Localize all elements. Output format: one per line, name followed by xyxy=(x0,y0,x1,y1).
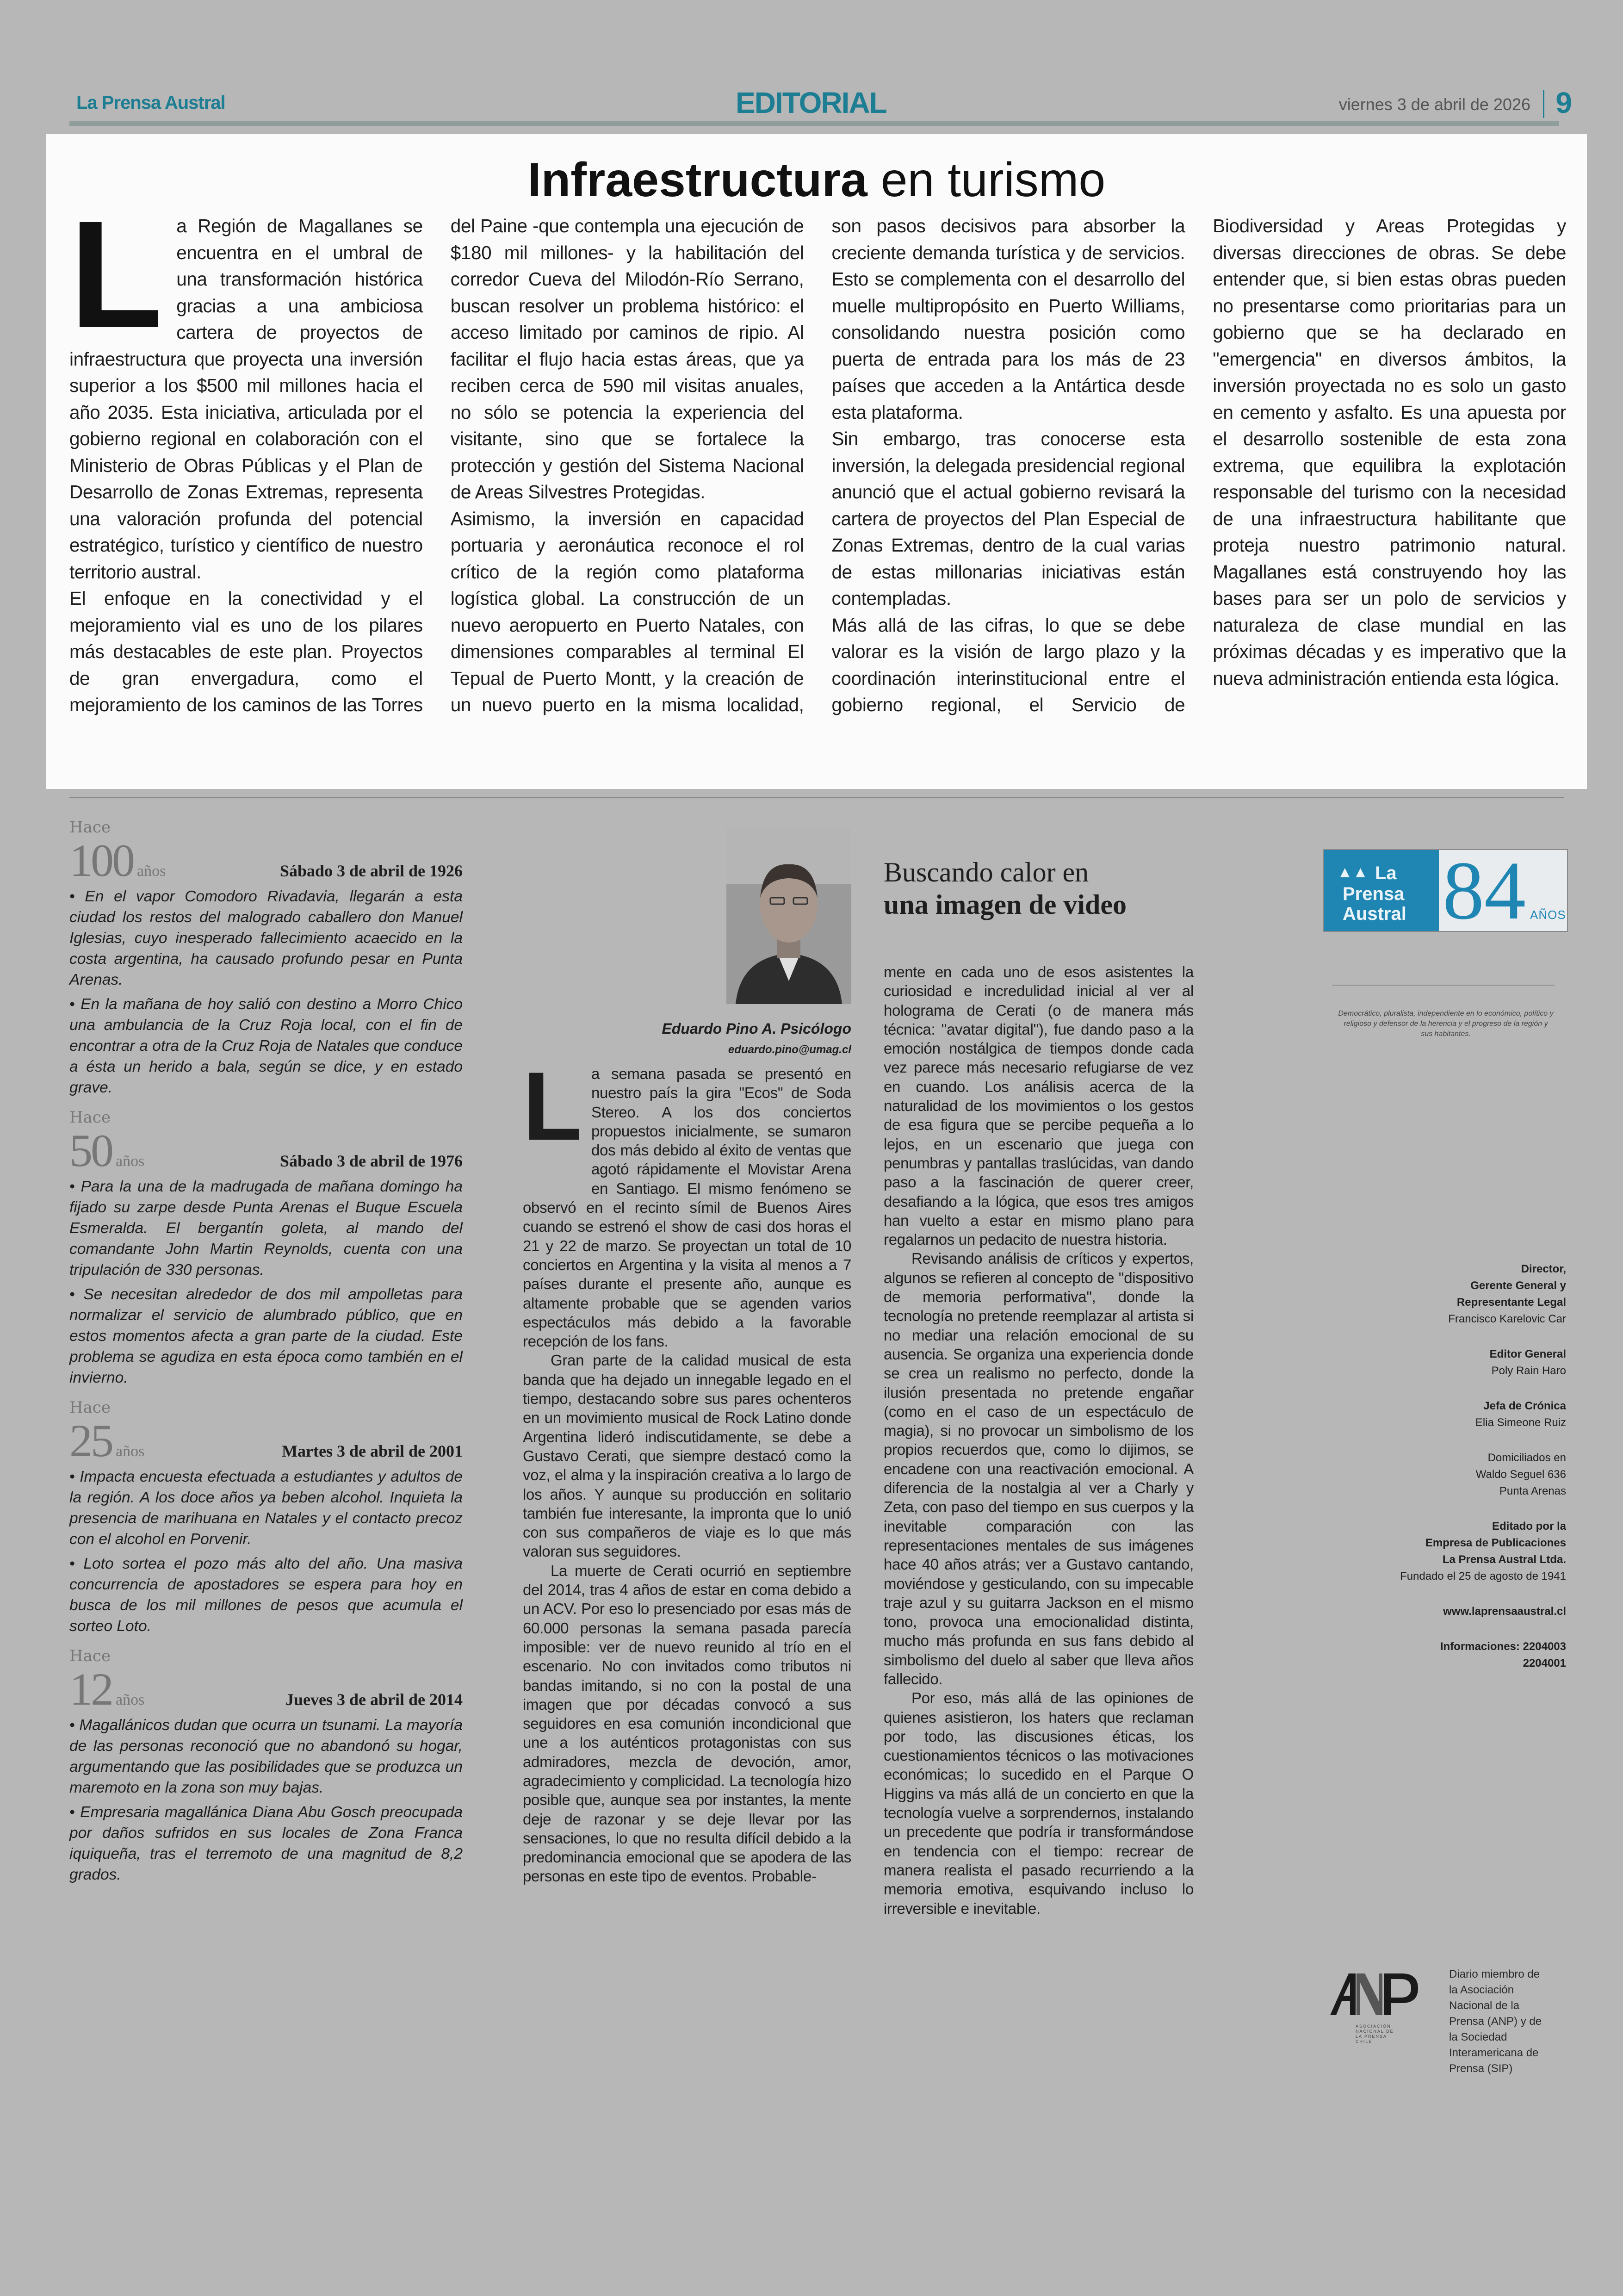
staff-box xyxy=(1323,1261,1566,1672)
staff-role: Representante Legal xyxy=(1456,1296,1566,1309)
publisher xyxy=(1323,1518,1566,1585)
hace-block xyxy=(69,819,463,1098)
issue-date: viernes 3 de abril de 2026 xyxy=(1338,95,1530,114)
page-number: 9 xyxy=(1555,86,1572,119)
hace-anos-label: años xyxy=(116,1153,145,1170)
logo-line3: Austral xyxy=(1343,904,1406,924)
column-paragraph: La muerte de Cerati ocurrió en septiembre del 2014, tras 4 años de estar en coma debido a un ACV. Por eso lo presenciado por esas más de 60.000 personas la semana pasada parecía imposible: ver de nuevo reunido al trío en el escenario. No con invitados como tributos ni bandas imitando, si no con la postal de una imagen que por décadas convocó a sus seguidores en esa comunión incondicional que une a los auténticos protagonistas con sus admiradores, mezcla de devoción, amor, agradecimiento y complicidad. La tecnología hizo posible que, aunque sea por instantes, la mente deje de razonar y se deje llevar por las sensaciones, lo que no resulta difícil debido a la predominancia emocional que se apodera de las personas en este tipo de eventos. Probable- xyxy=(523,1562,851,1885)
anniversary-logo xyxy=(1323,844,1568,937)
staff-role: Director, xyxy=(1521,1263,1566,1275)
brand-logo-block xyxy=(1324,850,1439,931)
hace-anos-section xyxy=(69,819,463,1896)
hace-date: Jueves 3 de abril de 2014 xyxy=(285,1690,463,1709)
hace-years xyxy=(69,835,166,894)
hace-block xyxy=(69,1399,463,1637)
logo-line2: Prensa xyxy=(1343,884,1405,904)
section-title: EDITORIAL xyxy=(736,86,886,119)
phone-info: Informaciones: 2204003 xyxy=(1440,1640,1566,1653)
header-separator xyxy=(1543,90,1544,118)
drop-cap: L xyxy=(69,213,163,360)
address-line: Punta Arenas xyxy=(1499,1485,1566,1497)
hace-item: • En el vapor Comodoro Rivadavia, llegarán a esta ciudad los restos del malogrado caballero don Manuel Iglesias, cuyo inesperado fallecimiento acaecido en la costa argentina, ha causado profundo pesar en Punta Arenas. xyxy=(69,888,463,988)
staff-editor xyxy=(1323,1346,1566,1379)
hace-label: Hace xyxy=(69,818,111,837)
column-title-line1: Buscando calor en xyxy=(884,857,1089,887)
author-email[interactable]: eduardo.pino@umag.cl xyxy=(728,1043,851,1056)
hace-item: • Para la una de la madrugada de mañana domingo ha fijado su zarpe desde Punta Arenas el Buque Escuela Esmeralda. El bergantín goleta, al mando del comandante John Martin Reynolds, cuenta con una tripulación de 330 personas. xyxy=(69,1178,463,1278)
column-paragraph: Gran parte de la calidad musical de esta banda que ha dejado un innegable legado en el tiempo, destacando sobre sus pares ochenteros en un movimiento musical de Rock Latino donde Argentina lideró indiscutidamente, se debe a Gustavo Cerati, que siempre destacó como la voz, el alma y la inspiración creativa a lo largo de los años. Y aunque su producción en solitario también fue interesante, la impronta que lo unió con sus compañeros de viaje es lo que más valoran sus seguidores. xyxy=(523,1352,851,1560)
hace-date: Sábado 3 de abril de 1976 xyxy=(279,1152,463,1170)
staff-role: Editor General xyxy=(1489,1348,1566,1360)
hace-header xyxy=(69,1109,463,1176)
paragraph-text: a semana pasada se presentó en nuestro país la gira "Ecos" de Soda Stereo. A los dos conciertos propuestos inicialmente, se sumaron dos más debido al éxito de ventas que agotó rápidamente el Movistar Arena en Santiago. El mismo fenómeno se observó en el recinto símil de Buenos Aires cuando se estrenó el show de casi dos horas el 21 y 22 de marzo. Se proyectan un total de 10 conciertos en Argentina y la visita al menos a 7 países durante el presente año, aunque es altamente probable que se agenden varios espectáculos más debido a la favorable recepción de los fans. xyxy=(523,1065,851,1350)
hace-anos-label: años xyxy=(116,1691,145,1708)
hace-label: Hace xyxy=(69,1647,111,1665)
staff-cronica xyxy=(1323,1398,1566,1431)
publisher-line: Empresa de Publicaciones xyxy=(1425,1537,1566,1549)
anniversary-label: AÑOS xyxy=(1530,908,1566,922)
anniversary-number: 84 xyxy=(1443,844,1526,937)
anp-membership-text: Diario miembro de la Asociación Nacional de la Prensa (ANP) y de la Sociedad Interamericana de Prensa (SIP) xyxy=(1449,1968,1542,2075)
hace-anos-label: años xyxy=(116,1443,145,1460)
address-line: Domiciliados en xyxy=(1487,1452,1566,1464)
tagline: Democrático, pluralista, independiente en lo económico, político y religioso y defensor de la herencia y el progreso de la región y sus habitantes. xyxy=(1338,1010,1554,1038)
staff-name: Elia Simeone Ruiz xyxy=(1475,1416,1566,1429)
hace-date: Martes 3 de abril de 2001 xyxy=(282,1442,463,1460)
hace-label: Hace xyxy=(69,1398,111,1417)
column-paragraph xyxy=(523,1064,851,1351)
hace-years xyxy=(69,1663,145,1723)
staff-role: Gerente General y xyxy=(1470,1279,1566,1292)
hace-block xyxy=(69,1648,463,1885)
hace-block xyxy=(69,1109,463,1388)
hace-item: • Impacta encuesta efectuada a estudiantes y adultos de la región. A los doce años ya beben alcohol. Inquieta la presencia de marihuana en Natales y el contacto precoz con el alcohol en Porvenir. xyxy=(69,1468,463,1548)
tagline-rule xyxy=(1332,985,1555,986)
column-text-left xyxy=(523,1064,851,2203)
author-name: Eduardo Pino A. Psicólogo xyxy=(662,1020,851,1037)
hace-number: 12 xyxy=(69,1663,112,1715)
column-paragraph: Por eso, más allá de las opiniones de quienes asistieron, los haters que reclaman por todo, las discusiones éticas, los cuestionamientos técnicos o las motivaciones económicas; lo sucedido en el Parque O Higgins va más allá de un concierto en que la tecnología vuelve a sorprendernos, instalando un precedente que podría ir transformándose en tendencia con el tiempo: recrear de manera realista el pasado recurriendo a la memoria emotiva, esquivando incluso lo irreversible e inevitable. xyxy=(884,1689,1194,1917)
founded-date: Fundado el 25 de agosto de 1941 xyxy=(1400,1570,1566,1582)
column-title xyxy=(884,856,1208,921)
editorial-paragraph: Sin embargo, tras conocerse esta inversión, la delegada presidencial regional anunció que el actual gobierno revisará la cartera de proyectos del Plan Especial de Zonas Extremas, dentro de la cual varias de estas millonarias iniciativas están contempladas. xyxy=(831,428,1185,609)
website-link[interactable]: www.laprensaaustral.cl xyxy=(1443,1605,1566,1618)
section-divider xyxy=(69,797,1564,798)
phone-2: 2204001 xyxy=(1523,1657,1566,1669)
column-text-right xyxy=(884,962,1194,2203)
publisher-line: Editado por la xyxy=(1492,1520,1566,1533)
column-title-line2: una imagen de video xyxy=(884,889,1127,920)
anp-logo xyxy=(1328,1969,1434,2044)
hace-header xyxy=(69,1648,463,1715)
paragraph-text: a Región de Magallanes se encuentra en el umbral de una transformación histórica gracias a una ambiciosa cartera de proyectos de infraestructura que proyecta una inversión superior a los $500 mil millones hacia el año 2035. Esta iniciativa, articulada por el gobierno regional en colaboración con el Ministerio de Obras Públicas y el Plan de Desarrollo de Zonas Extremas, representa una valoración profunda del potencial estratégico, turístico y científico de nuestro territorio austral. xyxy=(69,215,423,583)
hace-number: 100 xyxy=(69,835,133,886)
editorial-paragraph: Asimismo, la inversión en capacidad portuaria y aeronáutica reconoce el rol crítico de la región como plataforma logística global. La construcción de un nuevo aeropuerto en Puerto Natales, con dimensiones comparables al terminal El Tepual de Puerto Montt, y la creación de un nuevo puerto en la misma localidad, son pasos decisivos para absorber la creciente demanda turística y de servicios. Esto se complementa con el desarrollo del muelle multipropósito en Puerto Williams, consolidando nuestra posición como puerta de entrada para los más de 23 países que acceden a la Antártica desde esta plataforma. xyxy=(450,215,1185,715)
editorial-article xyxy=(46,134,1587,789)
anp-logo-icon xyxy=(1328,1969,1434,2020)
staff-director xyxy=(1323,1261,1566,1328)
header-rule xyxy=(69,121,1559,126)
hace-item: • En la mañana de hoy salió con destino a Morro Chico una ambulancia de la Cruz Roja local, con el fin de encontrar a otra de la Cruz Roja de Natales que conduce a ésta un herido a bala, según se dice, y en estado grave. xyxy=(69,996,463,1096)
mountain-logo-icon: ▲▲ xyxy=(1337,863,1369,881)
editorial-title-rest: en turismo xyxy=(880,153,1106,207)
header-brand: La Prensa Austral xyxy=(76,93,225,113)
address xyxy=(1323,1450,1566,1500)
hace-anos-label: años xyxy=(137,863,166,880)
column-paragraph: mente en cada uno de esos asistentes la curiosidad e incredulidad inicial al ver al holograma de Cerati (o de manera más técnica: "avatar digital"), fue dando paso a la emoción nostálgica de tiempos donde cada vez parece más necesario refugiarse de vez en cuando. Los análisis acerca de la naturalidad de los movimientos o los gestos de esa figura que se percibe pequeña a lo lejos, en un escenario que juega con penumbras y pantallas traslúcidas, van dando paso a la fascinación de querer creer, desafiando a la lógica, que esos tres amigos han vuelto a estar en mismo plano para regalarnos un pedacito de nuestra historia. xyxy=(884,963,1194,1248)
staff-name: Poly Rain Haro xyxy=(1491,1365,1566,1377)
editorial-paragraph: Más allá de las cifras, lo que se debe valorar es la visión de largo plazo y la coordinación interinstitucional entre el gobierno regional, el Servicio de Biodiversidad y Areas Protegidas y diversas direcciones de obras. Se debe entender que, si bien estas obras pueden no presentarse como prioritarias para un gobierno que se ha declarado en "emergencia" en diversos ámbitos, la inversión proyectada no es solo un gasto en cemento y asfalto. Es una apuesta por el desarrollo sostenible de esta zona extrema, que equilibra la explotación responsable del turismo con la necesidad de una infraestructura habilitante que proteja nuestro patrimonio natural. Magallanes está construyendo hoy las bases para ser un polo de servicios y naturaleza de clase mundial en las próximas décadas y es imperativo que la nueva administración entienda esta lógica. xyxy=(831,215,1566,715)
editorial-title-bold: Infraestructura xyxy=(527,153,867,207)
hace-years xyxy=(69,1125,145,1185)
hace-number: 50 xyxy=(69,1125,112,1176)
editorial-paragraph: El enfoque en la conectividad y el mejoramiento vial es uno de los pilares más destacables de este plan. Proyectos de gran envergadura, como el mejoramiento de los caminos de las Torres del Paine -que contempla una ejecución de $180 mil millones- y la habilitación del corredor Cueva del Milodón-Río Serrano, buscan resolver un problema histórico: el acceso limitado por caminos de ripio. Al facilitar el flujo hacia estas áreas, que ya reciben cerca de 590 mil visitas anuales, no sólo se potencia la experiencia del visitante, sino que se fortalece la protección y gestión del Sistema Nacional de Areas Silvestres Protegidas. xyxy=(69,215,804,715)
hace-label: Hace xyxy=(69,1108,111,1127)
hace-item: • Loto sortea el pozo más alto del año. Una masiva concurrencia de apostadores se espera para hoy en busca de los mil millones de pesos que acumula el sorteo Loto. xyxy=(69,1555,463,1635)
drop-cap: L xyxy=(523,1064,582,1160)
author-portrait-icon xyxy=(726,828,851,1004)
editorial-title xyxy=(46,153,1587,208)
hace-number: 25 xyxy=(69,1415,112,1466)
hace-header xyxy=(69,819,463,886)
publisher-line: La Prensa Austral Ltda. xyxy=(1442,1553,1566,1566)
editorial-paragraph xyxy=(69,213,423,585)
byline xyxy=(509,1018,851,1061)
hace-years xyxy=(69,1415,145,1475)
hace-header xyxy=(69,1399,463,1466)
hace-item: • Se necesitan alrededor de dos mil ampolletas para normalizar el servicio de alumbrado público, que en estos momentos afecta a gran parte de la ciudad. Este problema se agudiza en esta época como también en el invierno. xyxy=(69,1286,463,1386)
anp-logo-subtitle: ASOCIACIÓN NACIONAL DE LA PRENSA CHILE xyxy=(1356,2024,1394,2044)
address-line: Waldo Seguel 636 xyxy=(1475,1468,1566,1481)
hace-item: • Empresaria magallánica Diana Abu Gosch preocupada por daños sufridos en sus locales de Zona Franca iquiqueña, tras el terremoto de una magnitud de 8,2 grados. xyxy=(69,1804,463,1883)
logo-line1: La xyxy=(1375,863,1397,883)
hace-item: • Magallánicos dudan que ocurra un tsunami. La mayoría de las personas reconoció que no abandonó su hogar, argumentando que las posibilidades que se produzca un maremoto en la zona son muy bajas. xyxy=(69,1717,463,1796)
staff-name: Francisco Karelovic Car xyxy=(1448,1313,1566,1325)
author-photo xyxy=(726,828,851,1004)
column-paragraph: Revisando análisis de críticos y expertos, algunos se refieren al concepto de "dispositivo de memoria performativa", donde la tecnología no pretende reemplazar al artista si no mediar una relación emocional de su ausencia. Se organiza una experiencia donde se crea un realismo no perfecto, donde la ilusión presentada no pretende engañar (como en el caso de un espectáculo de magia), si no provocar un simbolismo de los propios recuerdos que, como lo dijimos, se encadene con una reactivación emocional. A diferencia de la nostalgia al ver a Charly y Zeta, con paso del tiempo en sus cuerpos y la inevitable comparación con las representaciones mentales de sus imágenes hace 40 años atrás; ver a Gustavo cantando, moviéndose y gesticulando, con su impecable traje azul y su guitarra Jackson en el mismo tono, provoca una emocionalidad distinta, mucho más profunda en sus fans debido al simbolismo del duelo al saber que lleva años fallecido. xyxy=(884,1250,1194,1688)
staff-role: Jefa de Crónica xyxy=(1483,1400,1566,1412)
hace-date: Sábado 3 de abril de 1926 xyxy=(279,862,463,880)
editorial-body xyxy=(69,213,1566,780)
